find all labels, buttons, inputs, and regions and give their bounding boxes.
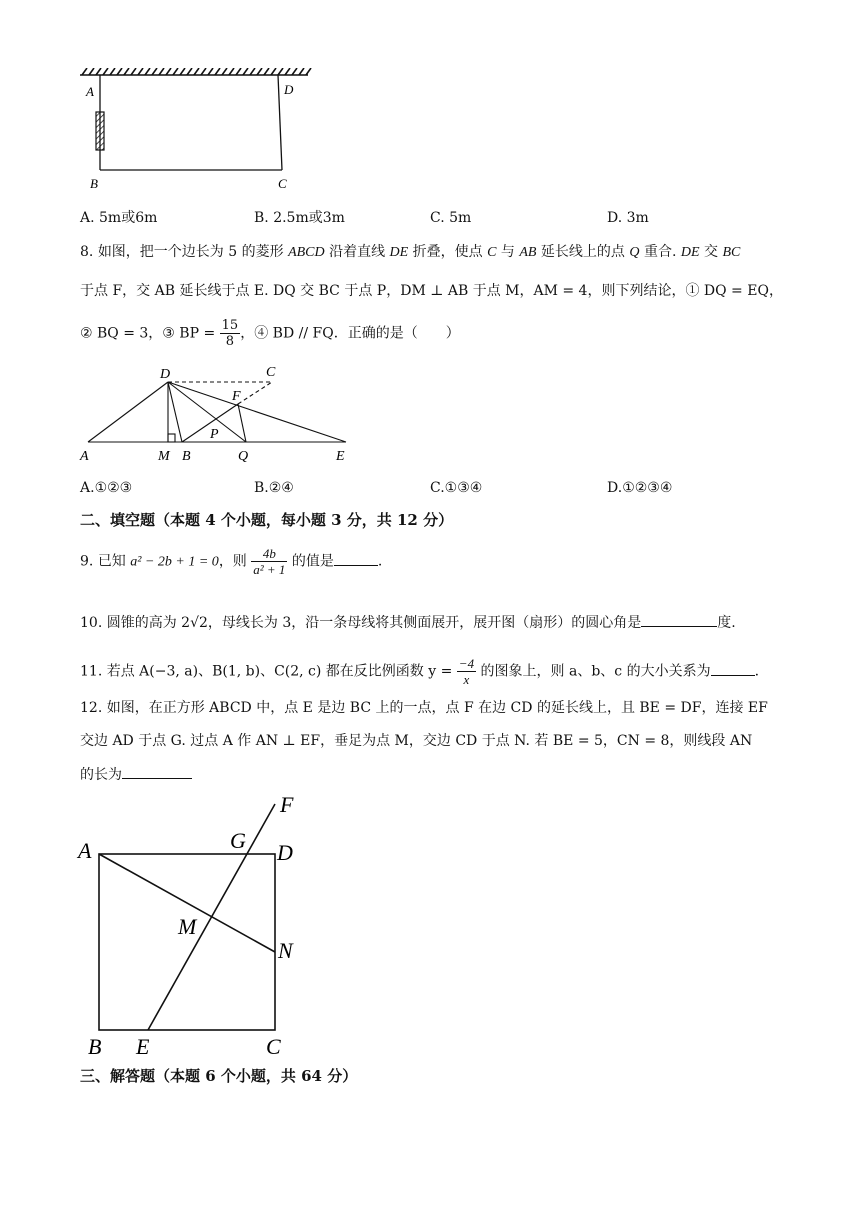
hatch-mark bbox=[236, 68, 241, 75]
hatch-mark bbox=[166, 68, 171, 75]
q7-label-b: B bbox=[90, 176, 98, 191]
option-text: 5m或6m bbox=[99, 210, 158, 226]
math: ABCD bbox=[288, 245, 325, 260]
q12-line3 bbox=[80, 764, 192, 785]
hatch-mark bbox=[285, 68, 290, 75]
denominator: a² + 1 bbox=[253, 562, 286, 577]
option-letter: C. bbox=[430, 210, 445, 226]
text: . bbox=[754, 663, 760, 680]
text: ，④ BD // FQ．正确的是（ ） bbox=[240, 325, 460, 342]
hatch-mark bbox=[278, 68, 283, 75]
hatch-mark bbox=[243, 68, 248, 75]
q12-line2: 交边 AD 于点 G. 过点 A 作 AN ⊥ EF，垂足为点 M，交边 CD 于点 N. 若 BE = 5，CN = 8，则线段 AN bbox=[80, 733, 753, 749]
q8-label-c: C bbox=[266, 365, 276, 380]
text: 已知 bbox=[97, 553, 131, 570]
section-2-heading: 二、填空题（本题 4 个小题，每小题 3 分，共 12 分） bbox=[80, 511, 454, 529]
option-letter: C. bbox=[430, 480, 445, 496]
line-fc bbox=[238, 382, 272, 404]
q7-option-d[interactable] bbox=[607, 208, 649, 228]
hatch-mark bbox=[257, 68, 262, 75]
option-letter: A. bbox=[80, 480, 95, 496]
text: 11. 若点 A(−3, a)、B(1, b)、C(2, c) 都在反比例函数 y = bbox=[80, 663, 457, 680]
fraction bbox=[220, 318, 241, 349]
question-number: 9. bbox=[80, 553, 94, 570]
hatch-mark bbox=[299, 68, 304, 75]
denominator: 8 bbox=[225, 334, 235, 349]
text: 折叠，使点 bbox=[408, 244, 488, 260]
q8-line1 bbox=[80, 242, 740, 263]
numerator: 4b bbox=[251, 546, 287, 562]
q12-label-a: A bbox=[78, 838, 92, 863]
denominator: x bbox=[463, 672, 470, 687]
text: 的图象上，则 a、b、c 的大小关系为 bbox=[476, 663, 711, 680]
hatch-mark bbox=[96, 68, 101, 75]
option-letter: B. bbox=[254, 210, 269, 226]
hatched-block bbox=[96, 112, 104, 150]
rope-dc bbox=[278, 75, 282, 170]
q8-label-e: E bbox=[336, 449, 345, 464]
text: 的长为 bbox=[80, 767, 122, 783]
text: 如图，把一个边长为 5 的菱形 bbox=[97, 244, 289, 260]
numerator: −4 bbox=[458, 656, 475, 671]
q8-option-b[interactable] bbox=[254, 478, 294, 498]
math: a² − 2b + 1 = 0 bbox=[130, 554, 219, 570]
q12-label-c: C bbox=[266, 1034, 281, 1059]
option-text: ①②③④ bbox=[622, 480, 673, 496]
option-text: ①③④ bbox=[444, 480, 483, 496]
section-3-heading: 三、解答题（本题 6 个小题，共 64 分） bbox=[80, 1067, 358, 1085]
q8-line3 bbox=[80, 318, 460, 349]
hatch-mark bbox=[180, 68, 185, 75]
option-text: 3m bbox=[626, 210, 649, 226]
option-letter: D. bbox=[607, 480, 623, 496]
hatch-mark bbox=[152, 68, 157, 75]
q11 bbox=[80, 656, 759, 687]
hatch-mark bbox=[271, 68, 276, 75]
q7-option-a[interactable] bbox=[80, 208, 157, 228]
q8-label-f: F bbox=[232, 389, 241, 404]
hatch-mark bbox=[187, 68, 192, 75]
hatch-mark bbox=[215, 68, 220, 75]
q8-option-a[interactable] bbox=[80, 478, 132, 498]
math: DE bbox=[389, 245, 409, 260]
hatch-mark bbox=[250, 68, 255, 75]
text: 沿着直线 bbox=[324, 244, 390, 260]
math: AB bbox=[519, 245, 537, 260]
q8-line2: 于点 F，交 AB 延长线于点 E. DQ 交 BC 于点 P，DM ⊥ AB 于点 M，AM = 4，则下列结论，① DQ = EQ， bbox=[80, 283, 783, 299]
hatch-mark bbox=[194, 68, 199, 75]
q8-option-d[interactable] bbox=[607, 478, 672, 498]
text: 重合. bbox=[639, 244, 681, 260]
ceiling-hatch bbox=[80, 68, 311, 75]
q8-label-q: Q bbox=[238, 449, 249, 464]
text: 度. bbox=[717, 615, 736, 631]
answer-blank[interactable] bbox=[641, 612, 717, 627]
q7-option-b[interactable] bbox=[254, 208, 345, 228]
option-letter: B. bbox=[254, 480, 269, 496]
hatch-mark bbox=[124, 68, 129, 75]
math: BC bbox=[722, 245, 741, 260]
q12-label-d: D bbox=[277, 840, 293, 865]
q10 bbox=[80, 612, 736, 633]
line-ad bbox=[88, 382, 168, 442]
hatch-mark bbox=[222, 68, 227, 75]
math: DE bbox=[680, 245, 700, 260]
text: 与 bbox=[496, 244, 520, 260]
hatch-mark bbox=[306, 68, 311, 75]
fraction bbox=[251, 546, 287, 577]
q12-label-b: B bbox=[88, 1034, 102, 1059]
q12-label-m: M bbox=[178, 914, 197, 939]
q7-label-d: D bbox=[284, 82, 294, 97]
text: 交 bbox=[699, 244, 723, 260]
q12-label-f: F bbox=[280, 792, 294, 817]
hatch-mark bbox=[173, 68, 178, 75]
answer-blank[interactable] bbox=[711, 661, 755, 676]
option-letter: D. bbox=[607, 210, 623, 226]
math: C bbox=[487, 245, 497, 260]
right-angle-mark bbox=[168, 434, 175, 442]
hatch-mark bbox=[138, 68, 143, 75]
q12-figure bbox=[76, 790, 316, 1065]
hatch-mark bbox=[229, 68, 234, 75]
q7-label-c: C bbox=[278, 176, 287, 191]
q8-label-p: P bbox=[210, 427, 219, 442]
option-text: ①②③ bbox=[94, 480, 133, 496]
hatch-mark bbox=[208, 68, 213, 75]
text: 10. 圆锥的高为 2√2，母线长为 3，沿一条母线将其侧面展开，展开图（扇形）的圆心角是 bbox=[80, 615, 642, 631]
q7-label-a: A bbox=[86, 84, 94, 99]
text: ② BQ = 3，③ BP = bbox=[80, 325, 220, 342]
math: Q bbox=[629, 245, 640, 260]
question-number: 8. bbox=[80, 244, 94, 260]
q8-option-c[interactable] bbox=[430, 478, 482, 498]
q8-figure bbox=[76, 360, 366, 470]
text: ，则 bbox=[218, 553, 252, 570]
q9 bbox=[80, 546, 382, 577]
hatch-mark bbox=[201, 68, 206, 75]
answer-blank[interactable] bbox=[334, 551, 378, 566]
hatch-mark bbox=[145, 68, 150, 75]
answer-blank[interactable] bbox=[122, 764, 192, 779]
q8-label-d: D bbox=[160, 367, 171, 382]
q8-label-a: A bbox=[80, 449, 89, 464]
option-letter: A. bbox=[80, 210, 95, 226]
option-text: 2.5m或3m bbox=[273, 210, 345, 226]
hatch-mark bbox=[131, 68, 136, 75]
hatch-mark bbox=[82, 68, 87, 75]
hatch-mark bbox=[264, 68, 269, 75]
text: . bbox=[377, 553, 383, 570]
q7-figure bbox=[76, 68, 316, 198]
text: 延长线上的点 bbox=[536, 244, 630, 260]
q12-label-n: N bbox=[278, 938, 293, 963]
option-text: 5m bbox=[449, 210, 472, 226]
hatch-mark bbox=[292, 68, 297, 75]
q12-line1: 12. 如图，在正方形 ABCD 中，点 E 是边 BC 上的一点，点 F 在边 CD 的延长线上，且 BE = DF，连接 EF bbox=[80, 700, 768, 716]
numerator: 15 bbox=[221, 318, 239, 333]
q7-option-c[interactable] bbox=[430, 208, 471, 228]
hatch-mark bbox=[103, 68, 108, 75]
hatch-mark bbox=[89, 68, 94, 75]
q12-label-g: G bbox=[230, 828, 246, 853]
q12-label-e: E bbox=[136, 1034, 150, 1059]
fraction bbox=[457, 656, 476, 687]
option-text: ②④ bbox=[268, 480, 294, 496]
text: 的值是 bbox=[287, 553, 334, 570]
hatch-mark bbox=[117, 68, 122, 75]
q8-label-m: M bbox=[158, 449, 170, 464]
hatch-mark bbox=[110, 68, 115, 75]
square-abcd bbox=[99, 854, 275, 1030]
q8-label-b: B bbox=[182, 449, 191, 464]
hatch-mark bbox=[159, 68, 164, 75]
